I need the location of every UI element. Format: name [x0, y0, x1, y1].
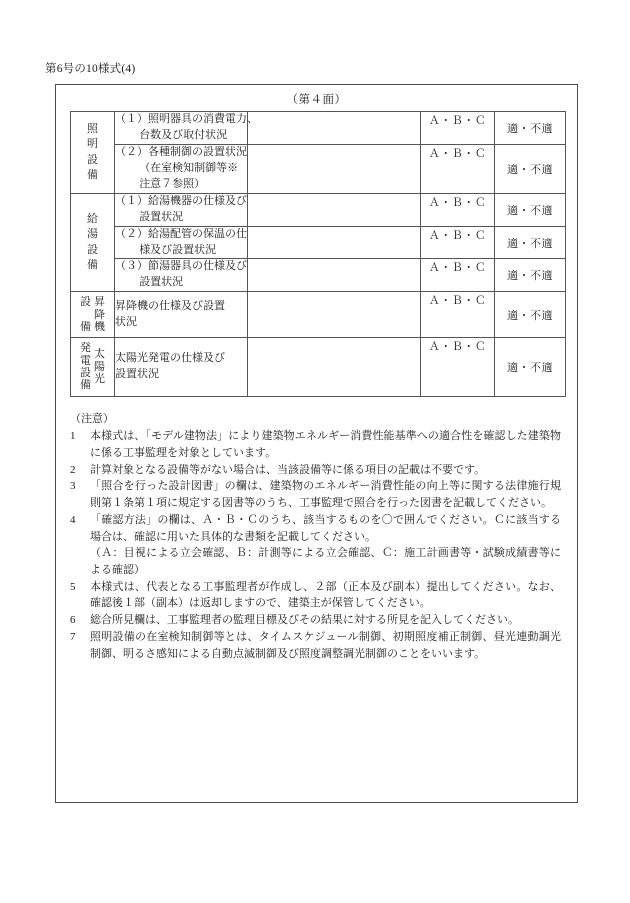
inspection-item-line: 設置状況 [115, 367, 159, 380]
note-number: 7 [70, 630, 76, 643]
inspection-item-line: （３）節湯器具の仕様及び [115, 260, 247, 273]
note-item [70, 629, 561, 662]
category-label-col-left [80, 342, 91, 391]
notes-title: （注意） [70, 412, 114, 425]
note-text: 計算対象となる設備等がない場合は、当該設備等に係る項目の記載は不要です。 [90, 463, 486, 476]
note-text: 本様式は、「モデル建物法」により建築物エネルギー消費性能基準への適合性を確認した建築物に係る工事監理を対象としています。 [90, 430, 561, 459]
inspection-item-cell [115, 292, 248, 338]
inspection-item-line: （１）照明器具の消費電力、 [115, 113, 258, 125]
note-text: 本様式は、代表となる工事監理者が作成し、２部（正本及び副本）提出してください。なお、確認後１部（副本）は返却しますので、建築主が保管してください。 [90, 580, 561, 610]
category-label-char: 備 [87, 259, 98, 272]
inspection-item-line: 昇降機の仕様及び設置 [115, 299, 225, 312]
category-label-char: 明 [87, 138, 98, 151]
inspection-item-line: （在室検知制御等※ [139, 161, 239, 174]
table-row [71, 259, 566, 292]
note-item [70, 428, 561, 461]
inspection-item-line: 台数及び取付状況 [139, 128, 228, 141]
note-text: 「確認方法」の欄は、Ａ・Ｂ・Ｃのうち、該当するものを〇で囲んでください。Ｃに該当する場合は、確認に用いた具体的な書類を記載してください。 [90, 513, 561, 543]
design-document-input-cell[interactable] [248, 144, 421, 193]
judgement-cell[interactable]: 適・不適 [495, 112, 566, 145]
category-label-char: 設 [87, 153, 98, 166]
note-subtext: （Ａ：目視による立会確認、Ｂ：計測等による立会確認、Ｃ：施工計画書等・試験成績書等による確認） [90, 547, 561, 576]
judgement-cell[interactable]: 適・不適 [495, 226, 566, 259]
inspection-item-line: （２）給湯配管の保温の仕 [115, 227, 247, 240]
category-label-col-right [94, 296, 105, 333]
category-label-0 [71, 112, 115, 194]
category-label-char [84, 309, 87, 321]
note-number: 1 [70, 430, 76, 443]
note-number: 4 [70, 513, 76, 526]
note-item [70, 612, 561, 629]
category-label-char: 照 [87, 122, 98, 135]
judgement-cell[interactable]: 適・不適 [495, 338, 566, 396]
category-label-char: 降 [94, 308, 105, 321]
category-label-char: 発 [80, 342, 91, 355]
form-number: 第6号の10様式(4) [45, 63, 136, 75]
note-number: 6 [70, 614, 76, 627]
note-item [70, 478, 561, 511]
design-document-input-cell[interactable] [248, 226, 421, 259]
category-label-char: 陽 [94, 360, 105, 373]
note-text: 「照合を行った設計図書」の欄は、建築物のエネルギー消費性能の向上等に関する法律施行規則第１条第１項に規定する図書等のうち、工事監理で照合を行った図書を記載してください。 [90, 480, 561, 510]
table-row [71, 226, 566, 259]
table-row [71, 144, 566, 193]
category-label-char: 機 [94, 320, 105, 333]
category-label-2 [71, 292, 115, 338]
inspection-item-line: （２）各種制御の設置状況 [115, 145, 247, 158]
judgement-cell[interactable]: 適・不適 [495, 193, 566, 226]
category-label-col-right [94, 348, 105, 385]
category-label-col-left [80, 296, 91, 333]
design-document-input-cell[interactable] [248, 112, 421, 145]
inspection-table [70, 111, 566, 397]
inspection-item-cell [115, 226, 248, 259]
confirmation-method-cell[interactable]: Ａ・Ｂ・Ｃ [421, 338, 495, 396]
category-label-char: 備 [80, 379, 91, 392]
main-table-wrap [56, 111, 577, 397]
inspection-item-cell [115, 144, 248, 193]
confirmation-method-cell[interactable]: Ａ・Ｂ・Ｃ [421, 144, 495, 193]
table-row [71, 193, 566, 226]
judgement-cell[interactable]: 適・不適 [495, 144, 566, 193]
inspection-item-line: 太陽光発電の仕様及び [115, 351, 225, 364]
inspection-item-line: 様及び設置状況 [139, 243, 217, 256]
category-label-1 [71, 193, 115, 292]
category-label-char: 給 [87, 212, 98, 225]
design-document-input-cell[interactable] [248, 193, 421, 226]
table-row [71, 112, 566, 145]
category-label-char: 備 [80, 320, 91, 333]
form-outer-box [55, 84, 578, 803]
confirmation-method-cell[interactable]: Ａ・Ｂ・Ｃ [421, 226, 495, 259]
category-label-char: 湯 [87, 228, 98, 241]
judgement-cell[interactable]: 適・不適 [495, 292, 566, 338]
note-item [70, 512, 561, 545]
category-label-char: 光 [94, 373, 105, 386]
note-number: 3 [70, 480, 76, 493]
inspection-item-cell [115, 193, 248, 226]
inspection-item-line: （１）給湯機器の仕様及び [115, 194, 247, 207]
confirmation-method-cell[interactable]: Ａ・Ｂ・Ｃ [421, 292, 495, 338]
note-item [70, 579, 561, 612]
inspection-item-line: 設置状況 [139, 276, 184, 289]
inspection-item-cell [115, 338, 248, 396]
note-number: 5 [70, 580, 76, 593]
category-label-char: 設 [80, 296, 91, 309]
notes-section [56, 397, 577, 663]
confirmation-method-cell[interactable]: Ａ・Ｂ・Ｃ [421, 193, 495, 226]
table-row [71, 292, 566, 338]
confirmation-method-cell[interactable]: Ａ・Ｂ・Ｃ [421, 259, 495, 292]
note-number: 2 [70, 463, 76, 476]
category-label-char: 太 [94, 348, 105, 361]
page-face-caption: （第４面） [286, 94, 347, 106]
note-item [70, 462, 561, 479]
category-label-char: 設 [87, 243, 98, 256]
design-document-input-cell[interactable] [248, 259, 421, 292]
category-label-char: 設 [80, 366, 91, 379]
category-label-char: 電 [80, 354, 91, 367]
judgement-cell[interactable]: 適・不適 [495, 259, 566, 292]
category-label-char: 昇 [94, 296, 105, 309]
table-row [71, 338, 566, 396]
inspection-item-line: 状況 [115, 315, 137, 328]
inspection-item-cell [115, 112, 258, 145]
category-label-char: 備 [87, 169, 98, 182]
inspection-item-line: 設置状況 [139, 210, 184, 223]
inspection-item-line: 注意７参照） [139, 177, 206, 190]
note-text: 総合所見欄は、工事監理者の監理目標及びその結果に対する所見を記入してください。 [90, 614, 519, 627]
design-document-input-cell[interactable] [248, 292, 421, 338]
design-document-input-cell[interactable] [248, 338, 421, 396]
inspection-item-cell [115, 259, 248, 292]
note-text: 照明設備の在室検知制御等とは、タイムスケジュール制御、初期照度補正制御、昼光連動調光制御、明るさ感知による自動点滅制御及び照度調整調光制御のことをいいます。 [90, 630, 561, 660]
category-label-3 [71, 338, 115, 396]
confirmation-method-cell[interactable]: Ａ・Ｂ・Ｃ [421, 112, 495, 145]
